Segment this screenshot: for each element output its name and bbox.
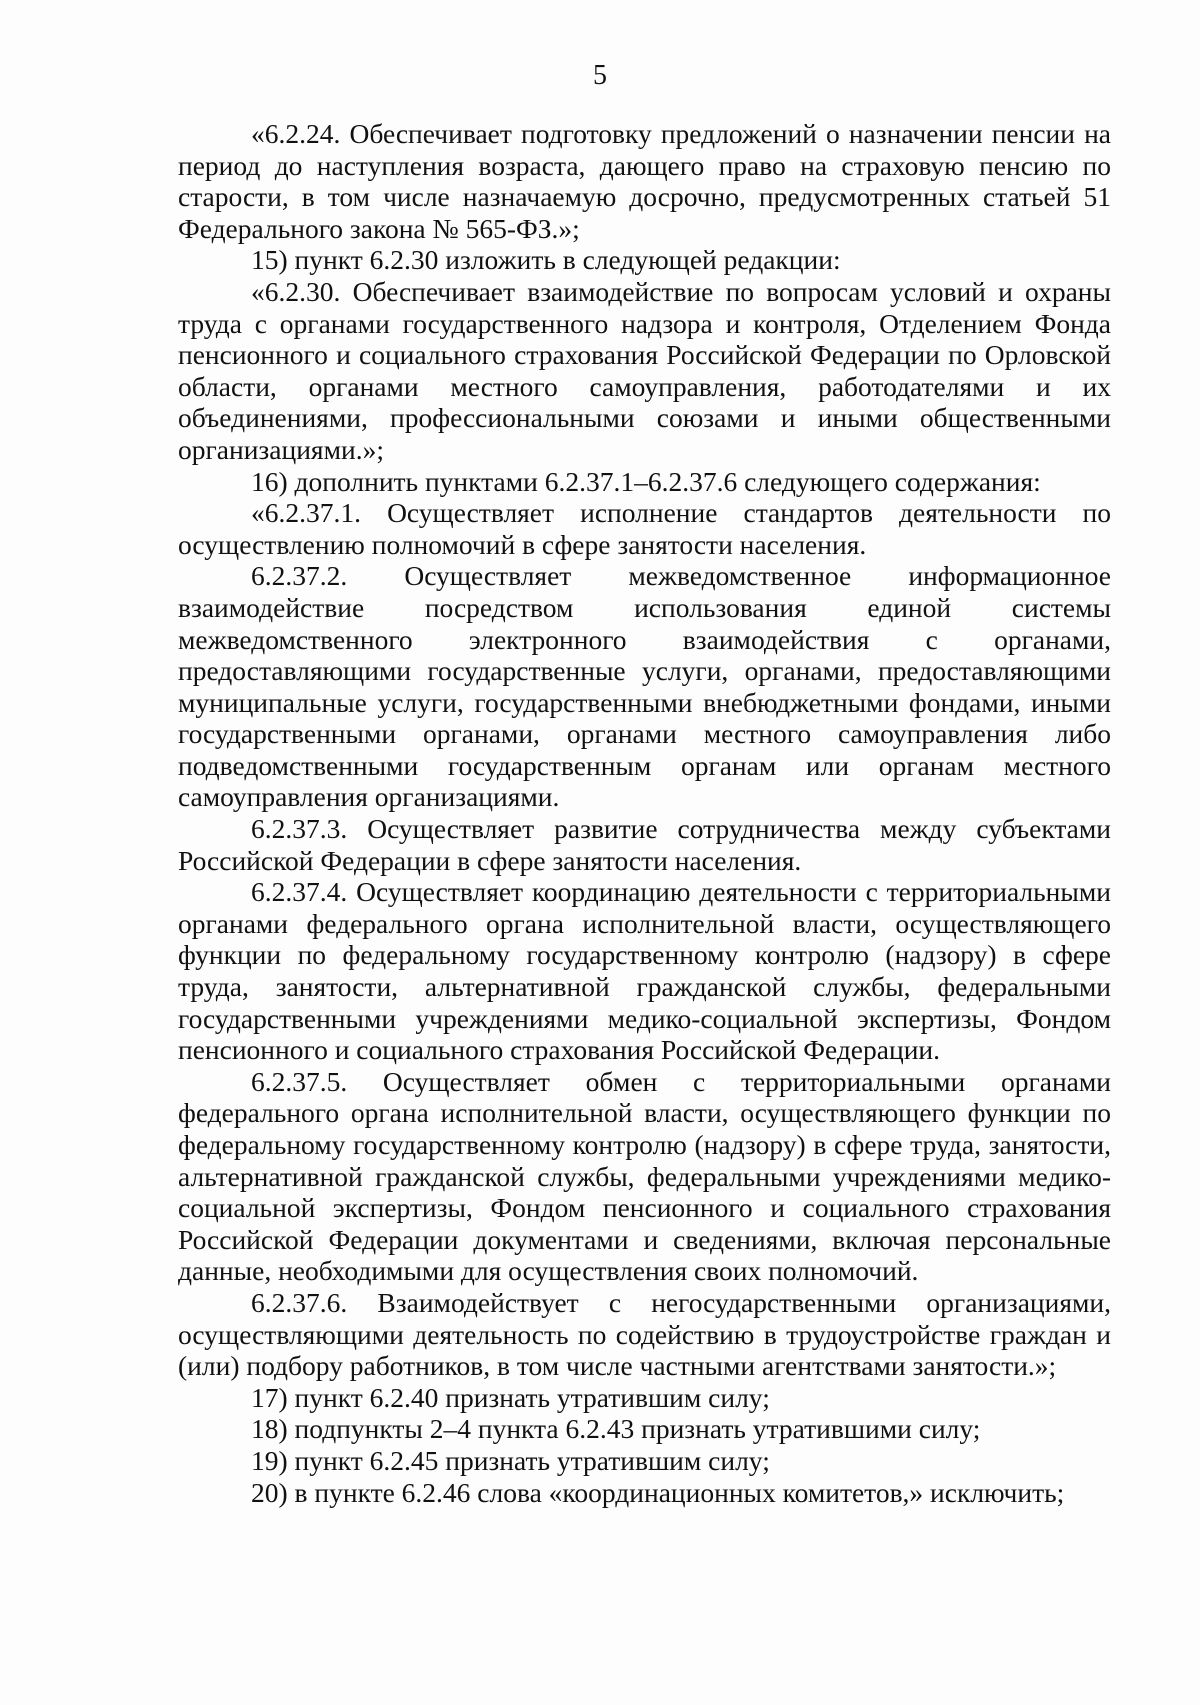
paragraph-item-19: 19) пункт 6.2.45 признать утратившим силу; (251, 1444, 770, 1476)
paragraph-item-17: 17) пункт 6.2.40 признать утратившим силу; (251, 1381, 770, 1413)
paragraph-6-2-24: «6.2.24. Обеспечивает подготовку предложений о назначении пенсии на период до наступления возраста, дающего право на страховую пенсию по старости, в том числе назначаемую досрочно, предусмотренных статьей 51 Федерального закона № 565-ФЗ.»; (178, 118, 1111, 244)
paragraph-6-2-37-2: 6.2.37.2. Осуществляет межведомственное информационное взаимодействие посредством использования единой системы межведомственного электронного взаимодействия с органами, предоставляющими государственные услуги, органами, предоставляющими муниципальные услуги, государственными внебюджетными фондами, иными государственными органами, органами местного самоуправления либо подведомственными государственным органам или органам местного самоуправления организациями. (178, 560, 1111, 813)
paragraph-item-15: 15) пункт 6.2.30 изложить в следующей редакции: (251, 244, 841, 276)
paragraph-6-2-37-1: «6.2.37.1. Осуществляет исполнение стандартов деятельности по осуществлению полномочий в сфере занятости населения. (178, 497, 1111, 560)
page-number: 5 (593, 60, 607, 91)
paragraph-6-2-37-4: 6.2.37.4. Осуществляет координацию деятельности с территориальными органами федерального органа исполнительной власти, осуществляющего функции по федеральному государственному контролю (надзору) в сфере труда, занятости, альтернативной гражданской службы, федеральными государственными учреждениями медико-социальной экспертизы, Фондом пенсионного и социального страхования Российской Федерации. (178, 876, 1111, 1066)
paragraph-item-18: 18) подпункты 2–4 пункта 6.2.43 признать утратившими силу; (251, 1413, 981, 1445)
document-body (178, 118, 1111, 1508)
paragraph-item-16: 16) дополнить пунктами 6.2.37.1–6.2.37.6 следующего содержания: (251, 465, 1041, 497)
paragraph-6-2-37-6: 6.2.37.6. Взаимодействует с негосударственными организациями, осуществляющими деятельность по содействию в трудоустройстве граждан и (или) подбору работников, в том числе частными агентствами занятости.»; (178, 1286, 1111, 1382)
paragraph-6-2-37-5: 6.2.37.5. Осуществляет обмен с территориальными органами федерального органа исполнительной власти, осуществляющего функции по федеральному государственному контролю (надзору) в сфере труда, занятости, альтернативной гражданской службы, федеральными учреждениями медико-социальной экспертизы, Фондом пенсионного и социального страхования Российской Федерации документами и сведениями, включая персональные данные, необходимыми для осуществления своих полномочий. (178, 1065, 1111, 1287)
paragraph-item-20: 20) в пункте 6.2.46 слова «координационных комитетов,» исключить; (251, 1476, 1065, 1508)
paragraph-6-2-30: «6.2.30. Обеспечивает взаимодействие по вопросам условий и охраны труда с органами государственного надзора и контроля, Отделением Фонда пенсионного и социального страхования Российской Федерации по Орловской области, органами местного самоуправления, работодателями и их объединениями, профессиональными союзами и иными общественными организациями.»; (178, 275, 1111, 465)
paragraph-6-2-37-3: 6.2.37.3. Осуществляет развитие сотрудничества между субъектами Российской Федерации в сфере занятости населения. (178, 813, 1111, 876)
